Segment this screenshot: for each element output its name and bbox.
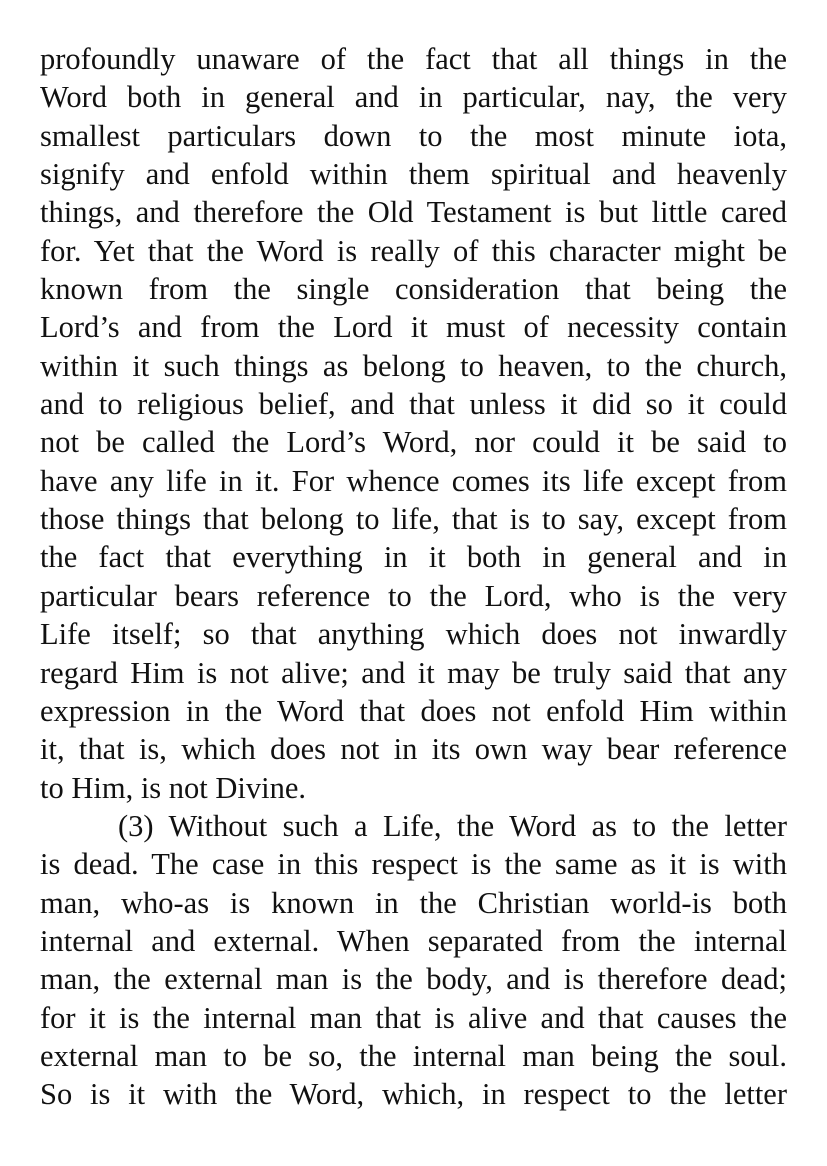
- text-line-26: for it is the internal man that is alive and that causes the: [40, 1000, 787, 1035]
- text-line-18: expression in the Word that does not enfold Him within: [40, 693, 787, 728]
- paragraph-2: [40, 807, 787, 1114]
- text-line-4: signify and enfold within them spiritual and heavenly: [40, 157, 787, 192]
- text-line-13: those things that belong to life, that is to say, except from: [40, 502, 787, 537]
- text-line-12: have any life in it. For whence comes its life except from: [40, 463, 787, 498]
- text-line-20: to Him, is not Divine.: [40, 770, 307, 805]
- text-line-5: things, and therefore the Old Testament is but little cared: [40, 195, 787, 230]
- text-line-14: the fact that everything in it both in general and in: [40, 540, 787, 575]
- text-line-22: is dead. The case in this respect is the same as it is with: [40, 847, 787, 882]
- text-line-15: particular bears reference to the Lord, who is the very: [40, 578, 787, 613]
- text-line-21: (3) Without such a Life, the Word as to the letter: [118, 808, 787, 843]
- text-line-10: and to religious belief, and that unless it did so it could: [40, 387, 787, 422]
- text-line-17: regard Him is not alive; and it may be truly said that any: [40, 655, 787, 690]
- text-line-6: for. Yet that the Word is really of this character might be: [40, 233, 787, 268]
- document-page: [40, 40, 787, 1114]
- paragraph-1: [40, 40, 787, 807]
- text-line-3: smallest particulars down to the most minute iota,: [40, 118, 787, 153]
- text-line-2: Word both in general and in particular, nay, the very: [40, 80, 787, 115]
- text-line-23: man, who-as is known in the Christian world-is both: [40, 885, 787, 920]
- text-line-1: profoundly unaware of the fact that all things in the: [40, 42, 787, 76]
- text-line-9: within it such things as belong to heaven, to the church,: [40, 348, 787, 383]
- text-line-27: external man to be so, the internal man being the soul.: [40, 1038, 787, 1073]
- text-line-19: it, that is, which does not in its own way bear reference: [40, 732, 787, 767]
- text-line-11: not be called the Lord’s Word, nor could it be said to: [40, 425, 787, 460]
- text-line-7: known from the single consideration that being the: [40, 272, 787, 307]
- text-line-8: Lord’s and from the Lord it must of necessity contain: [40, 310, 787, 345]
- text-line-28: So is it with the Word, which, in respect to the letter: [40, 1077, 787, 1112]
- text-line-25: man, the external man is the body, and is therefore dead;: [40, 962, 787, 997]
- text-line-16: Life itself; so that anything which does not inwardly: [40, 617, 787, 652]
- text-line-24: internal and external. When separated from the internal: [40, 923, 787, 958]
